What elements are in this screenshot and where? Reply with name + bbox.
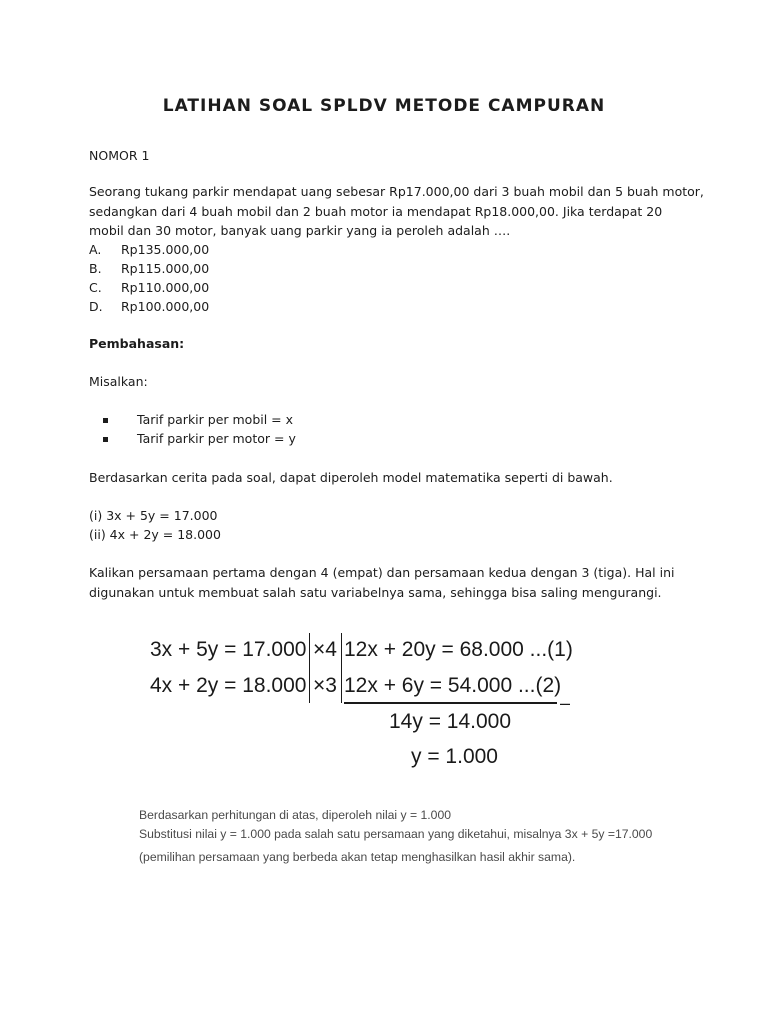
note-line-2: Substitusi nilai y = 1.000 pada salah satu persamaan yang diketahui, misalnya 3x + 5y =17.000 xyxy=(139,827,653,841)
let-statement: Misalkan: xyxy=(89,374,148,389)
option-text: Rp100.000,00 xyxy=(121,299,210,314)
result-14y: 14y = 14.000 xyxy=(389,710,512,733)
option-text: Rp135.000,00 xyxy=(121,242,210,257)
separator-line xyxy=(341,633,342,703)
row2-left-equation: 4x + 2y = 18.000 xyxy=(150,674,307,697)
problem-text-line-2: sedangkan dari 4 buah mobil dan 2 buah motor ia mendapat Rp18.000,00. Jika terdapat 20 xyxy=(89,204,663,219)
option-text: Rp115.000,00 xyxy=(121,261,210,276)
separator-line xyxy=(309,633,310,703)
option-letter: C. xyxy=(89,280,102,295)
problem-text-line-1: Seorang tukang parkir mendapat uang sebesar Rp17.000,00 dari 3 buah mobil dan 5 buah motor, xyxy=(89,184,704,199)
row2-right-equation: 12x + 6y = 54.000 ...(2) xyxy=(344,674,562,697)
multiply-instruction-line-1: Kalikan persamaan pertama dengan 4 (empat) dan persamaan kedua dengan 3 (tiga). Hal ini xyxy=(89,565,675,580)
page-title: LATIHAN SOAL SPLDV METODE CAMPURAN xyxy=(162,96,606,116)
option-letter: D. xyxy=(89,299,103,314)
minus-sign: – xyxy=(560,693,571,713)
model-intro: Berdasarkan cerita pada soal, dapat diperoleh model matematika seperti di bawah. xyxy=(89,470,613,485)
problem-text-line-3: mobil dan 30 motor, banyak uang parkir yang ia peroleh adalah …. xyxy=(89,223,511,238)
row1-right-equation: 12x + 20y = 68.000 ...(1) xyxy=(344,638,573,661)
variable-definition-y: Tarif parkir per motor = y xyxy=(137,431,296,446)
subtraction-line xyxy=(344,702,557,704)
discussion-heading: Pembahasan: xyxy=(89,336,185,351)
row2-multiplier: ×3 xyxy=(313,674,337,697)
option-a xyxy=(89,240,209,260)
option-text: Rp110.000,00 xyxy=(121,280,210,295)
option-c xyxy=(89,278,209,298)
option-d xyxy=(89,297,209,317)
note-line-1: Berdasarkan perhitungan di atas, diperoleh nilai y = 1.000 xyxy=(139,808,452,822)
result-y: y = 1.000 xyxy=(411,745,498,768)
multiply-instruction-line-2: digunakan untuk membuat salah satu variabelnya sama, sehingga bisa saling mengurangi. xyxy=(89,585,662,600)
equation-i: (i) 3x + 5y = 17.000 xyxy=(89,508,218,523)
row1-left-equation: 3x + 5y = 17.000 xyxy=(150,638,307,661)
bullet-icon xyxy=(103,418,108,423)
variable-definition-x: Tarif parkir per mobil = x xyxy=(137,412,294,427)
option-letter: B. xyxy=(89,261,102,276)
bullet-icon xyxy=(103,437,108,442)
equation-ii: (ii) 4x + 2y = 18.000 xyxy=(89,527,221,542)
problem-number: NOMOR 1 xyxy=(89,148,150,163)
option-letter: A. xyxy=(89,242,102,257)
row1-multiplier: ×4 xyxy=(313,638,337,661)
option-b xyxy=(89,259,209,279)
note-line-3: (pemilihan persamaan yang berbeda akan tetap menghasilkan hasil akhir sama). xyxy=(139,850,576,864)
